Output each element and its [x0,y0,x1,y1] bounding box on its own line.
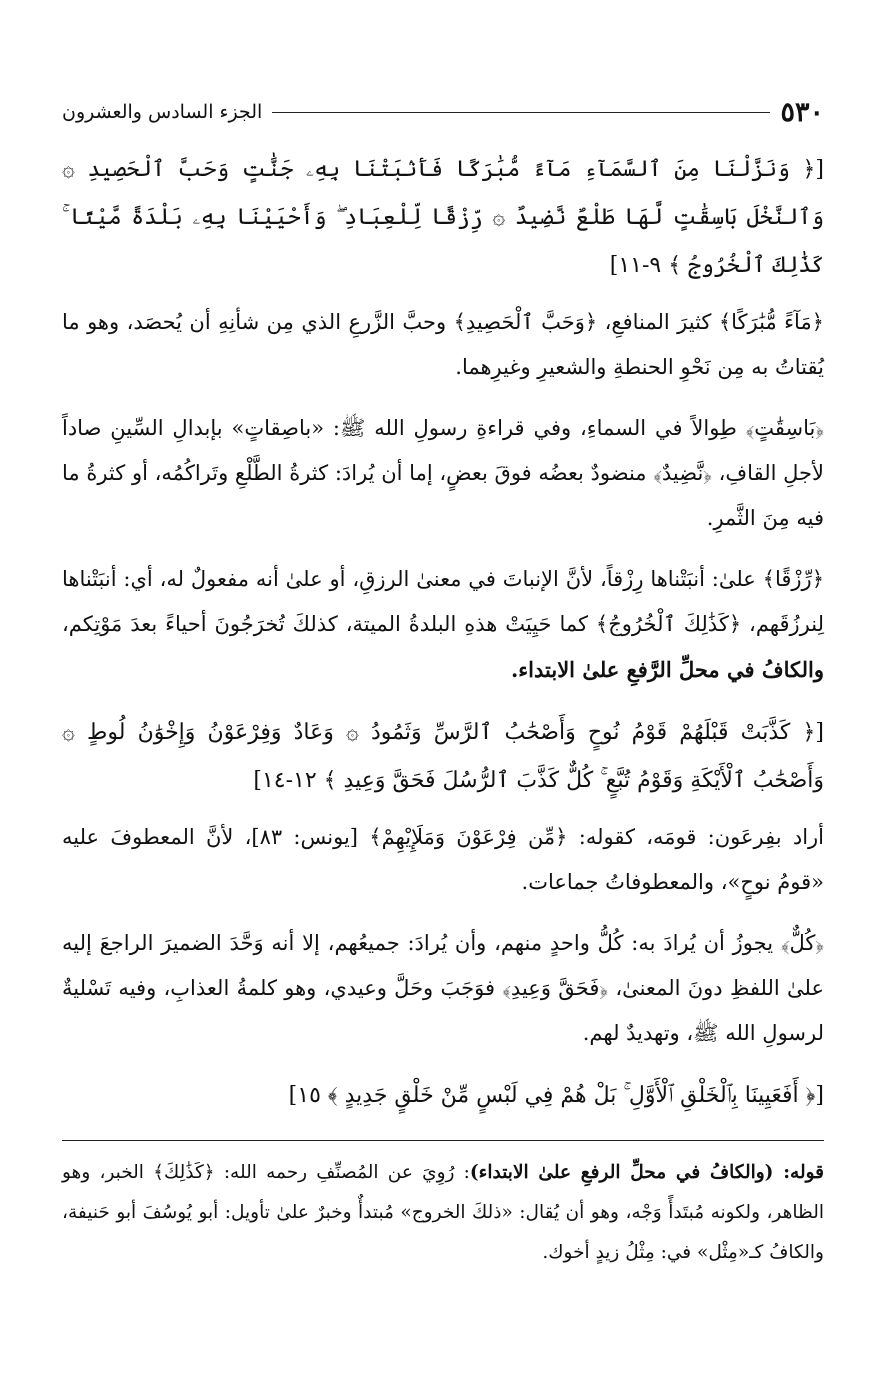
running-title: الجزء السادس والعشرون [62,101,263,123]
commentary-text: ﴿رِّزْقًا﴾ علىٰ: أنبَتْناها رِزْقاً، لأنَّ الإنباتَ في معنىٰ الرزقِ، أو علىٰ أنه مفعولٌ له، أي: أنبَتْناها لِنرزُقَهم، ﴿كَذَٰلِكَ ٱلْخُرُوجُ﴾ كما حَيِيَتْ هذهِ البلدةُ الميتة، كذلكَ تُخرَجُونَ أحياءً بعدَ مَوْتِكم، [62,567,825,636]
commentary-paragraph: ﴿كُلٌّ﴾ يجوزُ أن يُرادَ به: كُلُّ واحدٍ منهم، وأن يُرادَ: جميعُهم، إلا أنه وَحَّدَ الضميرَ الراجعَ إليه علىٰ اللفظِ دونَ المعنىٰ، ﴿فَحَقَّ وَعِيدِ﴾ فوَجَبَ وحَلَّ وعيدي، وهو كلمةُ العذابِ، وفيه تَسْليةٌ لرسولِ الله ﷺ، وتهديدٌ لهم. [62,931,824,1045]
quran-verse-9-11: [﴿ وَنَزَّلْنَا مِنَ ٱلسَّمَآءِ مَآءً مُّبَٰرَكًا فَأَنۢبَتْنَا بِهِۦ جَنَّٰتٍ وَحَبَّ ٱلْحَصِيدِ ۞ وَٱلنَّخْلَ بَاسِقَٰتٍ لَّهَا طَلْعٌ نَّضِيدٌ ۞ رِّزْقًا لِّلْعِبَادِ ۖ وَأَحْيَيْنَا بِهِۦ بَلْدَةً مَّيْتًا ۚ كَذَٰلِكَ ٱلْخُرُوجُ ﴾ ٩-١١] [62,157,824,278]
footnote [62,1153,824,1273]
footnote-lead: قوله: (والكافُ في محلِّ الرفعِ علىٰ الابتداء) [469,1162,825,1183]
quran-verse-12-14: [﴿ كَذَّبَتْ قَبْلَهُمْ قَوْمُ نُوحٍ وَأَصْحَٰبُ ٱلرَّسِّ وَثَمُودُ ۞ وَعَادٌ وَفِرْعَوْنُ وَإِخْوَٰنُ لُوطٍ ۞ وَأَصْحَٰبُ ٱلْأَيْكَةِ وَقَوْمُ تُبَّعٍ ۚ كُلٌّ كَذَّبَ ٱلرُّسُلَ فَحَقَّ وَعِيدِ ﴾ ١٢-١٤] [62,720,824,793]
page [62,88,824,1273]
quran-verse-15: [﴿ أَفَعَيِينَا بِٱلْخَلْقِ ٱلْأَوَّلِ ۚ بَلْ هُمْ فِي لَبْسٍ مِّنْ خَلْقٍ جَدِيدٍ ﴾ ١٥] [288,1083,824,1108]
commentary-paragraph: ﴿مَآءً مُّبَٰرَكًا﴾ كثيرَ المنافعِ، ﴿وَحَبَّ ٱلْحَصِيدِ﴾ وحبَّ الزَّرعِ الذي مِن شأنِهِ أن يُحصَد، وهو ما يُقتاتُ به مِن نَحْوِ الحنطةِ والشعيرِ وغيرِهما. [62,310,824,379]
footnote-text [62,1153,824,1273]
commentary-paragraph: ﴿بَاسِقَٰتٍ﴾ طِوالاً في السماءِ، وفي قراءةِ رسولِ الله ﷺ: «باصِقاتٍ» بإبدالِ السِّينِ صاداً لأجلِ القافِ، ﴿نَّضِيدٌ﴾ منضودٌ بعضُه فوقَ بعضٍ، إما أن يُرادَ: كثرةُ الطَّلْعِ وتَراكُمُه، أو كثرةُ ما فيه مِنَ الثَّمرِ. [62,416,824,530]
header-divider [272,112,770,113]
footnote-body: : رُوِيَ عن المُصنِّفِ رحمه الله: ﴿كَذَٰلِكَ﴾ الخبر، وهو الظاهر، ولكونه مُبتَدأً وَجْه، وهو أن يُقال: «ذلكَ الخروج» مُبتدأٌ وخبرٌ علىٰ تأويل: أبو يُوسُفَ أبو حَنيفة، والكافُ كـ«مِثْل» في: مِثْلُ زيدٍ أخوك. [62,1162,824,1263]
commentary-paragraph: أراد بفِرعَون: قومَه، كقوله: ﴿مِّن فِرْعَوْنَ وَمَلَإِيْهِمْ﴾ [يونس: ٨٣]، لأنَّ المعطوفَ عليه «قومُ نوحٍ»، والمعطوفاتُ جماعات. [62,825,824,894]
footnote-divider [62,1140,824,1141]
commentary-emphasis: والكافُ في محلِّ الرَّفعِ علىٰ الابتداء. [510,657,824,682]
page-header [62,88,824,136]
page-number: ٥٣٠ [780,96,824,128]
commentary-paragraph [62,557,824,693]
